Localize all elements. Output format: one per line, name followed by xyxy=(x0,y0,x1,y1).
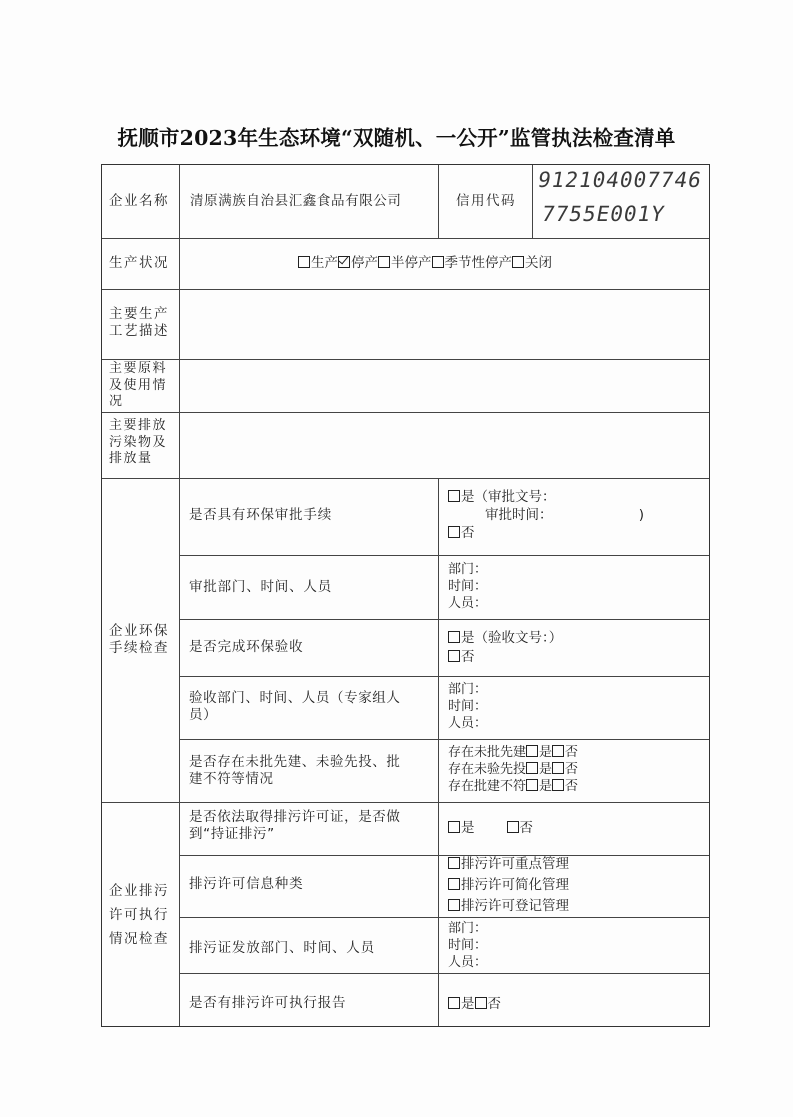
process-label: 主要生产 工艺描述 xyxy=(109,306,169,339)
checkbox-icon[interactable] xyxy=(448,878,460,890)
row-divider xyxy=(179,973,709,974)
checkbox-icon[interactable] xyxy=(448,526,460,538)
env-answer-approval: 是（审批文号： 审批时间： ) 否 xyxy=(448,488,644,542)
env-question-approval: 是否具有环保审批手续 xyxy=(189,507,332,523)
checkbox-icon[interactable] xyxy=(448,490,460,502)
row-divider xyxy=(102,412,709,413)
permit-question-issuer: 排污证发放部门、时间、人员 xyxy=(189,940,375,956)
materials-label: 主要原料 及使用情 况 xyxy=(109,361,168,409)
credit-code-line-2: 7755E001Y xyxy=(539,202,667,226)
env-answer-acceptance: 是（验收文号：） 否 xyxy=(448,629,562,667)
checkbox-icon[interactable] xyxy=(378,256,390,268)
company-name-value: 清原满族自治县汇鑫食品有限公司 xyxy=(190,193,402,209)
checkbox-icon[interactable] xyxy=(448,899,460,911)
row-divider xyxy=(102,289,709,290)
row-divider xyxy=(102,802,709,803)
page-title: 抚顺市2023年生态环境“双随机、一公开”监管执法检查清单 xyxy=(117,126,676,150)
company-name-label: 企业名称 xyxy=(109,193,169,209)
env-question-approval-dept: 审批部门、时间、人员 xyxy=(189,579,332,595)
checkbox-icon[interactable] xyxy=(475,997,487,1009)
credit-code-line-1: 912104007746 xyxy=(535,168,704,192)
option-label: 半停产 xyxy=(391,255,432,271)
permit-question-license: 是否依法取得排污许可证，是否做 到“持证排污” xyxy=(189,809,401,842)
permit-answer-type: 排污许可重点管理 排污许可简化管理 排污许可登记管理 xyxy=(448,854,569,917)
env-section-label: 企业环保 手续检查 xyxy=(109,623,169,656)
production-status-options[interactable] xyxy=(298,255,552,272)
pollutants-label: 主要排放 污染物及 排放量 xyxy=(109,418,168,466)
checkbox-icon[interactable] xyxy=(448,997,460,1009)
permit-section-label: 企业排污 许可执行 情况检查 xyxy=(109,883,169,947)
env-answer-approval-dept: 部门： 时间： 人员： xyxy=(448,562,488,611)
col-divider xyxy=(179,478,180,1026)
checkbox-icon[interactable] xyxy=(526,762,538,774)
checked-checkbox-icon[interactable] xyxy=(338,256,350,268)
row-divider xyxy=(102,238,709,239)
checkbox-icon[interactable] xyxy=(512,256,524,268)
checkbox-icon[interactable] xyxy=(298,256,310,268)
env-question-violations: 是否存在未批先建、未验先投、批 建不符等情况 xyxy=(189,754,401,787)
row-divider xyxy=(179,619,709,620)
permit-answer-report: 是 否 xyxy=(448,996,501,1013)
option-label: 季节性停产 xyxy=(444,255,512,271)
checkbox-icon[interactable] xyxy=(552,745,564,757)
row-divider xyxy=(179,917,709,918)
checkbox-icon[interactable] xyxy=(432,256,444,268)
row-divider xyxy=(179,739,709,740)
checkbox-icon[interactable] xyxy=(448,857,460,869)
env-question-acceptance: 是否完成环保验收 xyxy=(189,639,304,655)
row-divider xyxy=(102,359,709,360)
option-label: 生产 xyxy=(311,255,338,271)
production-status-label: 生产状况 xyxy=(109,255,169,271)
option-label: 停产 xyxy=(351,255,378,271)
checkbox-icon[interactable] xyxy=(526,779,538,791)
checkbox-icon[interactable] xyxy=(448,821,460,833)
permit-question-report: 是否有排污许可执行报告 xyxy=(189,995,347,1011)
col-divider xyxy=(532,165,533,238)
checkbox-icon[interactable] xyxy=(448,650,460,662)
credit-code-label: 信用代码 xyxy=(456,193,516,209)
checkbox-icon[interactable] xyxy=(526,745,538,757)
row-divider xyxy=(179,855,709,856)
env-question-acceptance-dept: 验收部门、时间、人员（专家组人 员） xyxy=(189,690,401,723)
env-answer-acceptance-dept: 部门： 时间： 人员： xyxy=(448,682,488,731)
permit-answer-license: 是 否 xyxy=(448,820,533,837)
col-divider xyxy=(438,478,439,1026)
checkbox-icon[interactable] xyxy=(552,762,564,774)
option-label: 关闭 xyxy=(525,255,552,271)
env-answer-violations: 存在未批先建 是 否 存在未验先投 是 否 存在批建不符 是 否 xyxy=(448,745,579,794)
row-divider xyxy=(179,555,709,556)
checkbox-icon[interactable] xyxy=(507,821,519,833)
col-divider xyxy=(179,165,180,238)
permit-question-type: 排污许可信息种类 xyxy=(189,876,304,892)
inspection-table xyxy=(101,164,710,1027)
permit-answer-issuer: 部门： 时间： 人员： xyxy=(448,921,488,970)
col-divider xyxy=(438,165,439,238)
row-divider xyxy=(179,676,709,677)
checkbox-icon[interactable] xyxy=(448,631,460,643)
col-divider xyxy=(179,238,180,478)
row-divider xyxy=(102,478,709,479)
checkbox-icon[interactable] xyxy=(552,779,564,791)
